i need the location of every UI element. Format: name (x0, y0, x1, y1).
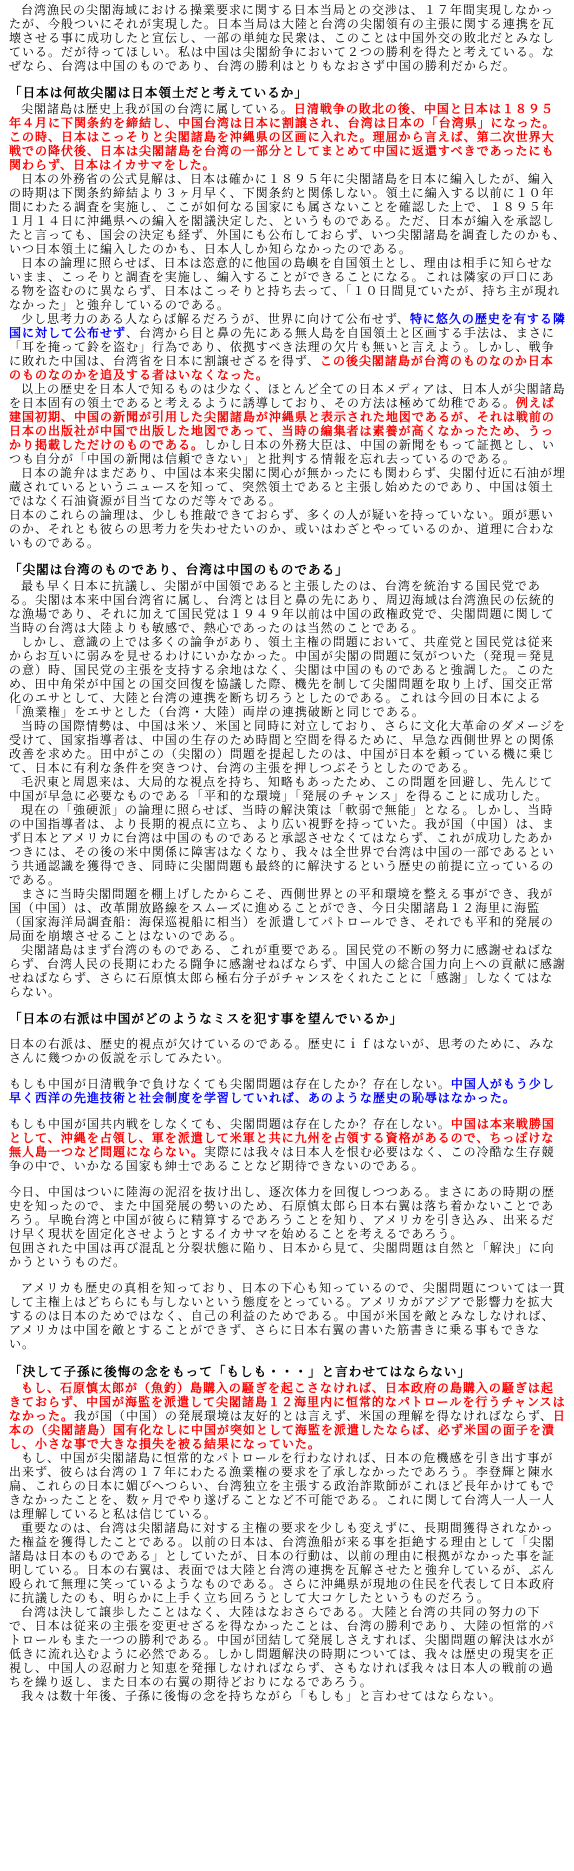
text-segment: 、台湾から目と鼻の先にある無人島を自国領土と区画する手法は、まさに「耳を掩って鈴を盗む」行為であり、依拠すべき法理の欠片も無いと言えよう。しかし、戦争に敗れた中国は、台湾省を日本に割譲せざるを得ず、 (9, 325, 555, 368)
emphasis-blue-text: 特に悠久の歴史を有する隣国に対して公布せず (9, 311, 566, 340)
paragraph (9, 1077, 566, 1105)
paragraph (9, 102, 566, 172)
text-segment: 日本の外務省の公式見解は、日本は確かに１８９５年に尖閣諸島を日本に編入したが、編入の時期は下関条約締結より３ヶ月早く、下関条約と関係しない。領土に編入する以前に１０年間にわたる調査を実施し、ここが如何なる国家にも属さないことを確認した上で、１８９５年１月１４日に沖縄県への編入を閣議決定した、というものである。ただ、日本が編入を承認したと言っても、国会の決定も経ず、外国にも公布しておらず、いつ尖閣諸島を調査したのかも、いつ日本領土に編入したのかも、日本人しか知らなかったのである。 (9, 171, 566, 256)
text-segment: 尖閣諸島はまず台湾のものである、これが重要である。国民党の不断の努力に感謝せねばならず、台湾人民の長期にわたる闘争に感謝せねばならず、中国人の総合国力向上への貢献に感謝せねばならず、さらに石原慎太郎ら極右分子がチャンスをくれたことに「感謝」しなくてはならない。 (9, 942, 566, 999)
paragraph (9, 172, 566, 256)
emphasis-red-text: もし、石原慎太郎が（魚釣）島購入の騒ぎを起こさなければ、日本政府の島購入の騒ぎは起きておらず、中国が海監を派遣して尖閣諸島１２海里内に恒常的なパトロールを行うチャンスはなかった。 (9, 1380, 566, 1423)
text-segment: 日本の論理に照らせば、日本は恣意的に他国の島嶼を自国領土とし、理由は相手に知らせないまま、こっそりと調査を実施し、編入することができることになる。これは隣家の戸口にある物を盗むのに異ならず、日本はこっそりと持ち去って、「１０日間見ていたが、持ち主が現れなかった」と強弁しているのである。 (9, 255, 561, 312)
emphasis-blue-text: 中国人がもう少し早く西洋の先進技術と社会制度を学習していれば、あのような歴史の恥辱はなかった。 (9, 1077, 555, 1106)
emphasis-red-text: この後尖閣諸島が台湾のものなのか日本のものなのかを追及する者はいなくなった。 (9, 353, 554, 382)
text-segment: 少し思考力のある人ならば解るだろうが、世界に向けて公布せず、 (21, 311, 410, 326)
text-segment: 日本の右派は、歴史的視点が欠けているのである。歴史にｉｆはないが、思考のために、みなさんに幾つかの仮説を示してみたい。 (9, 1037, 555, 1066)
paragraph (9, 508, 566, 550)
paragraph (9, 887, 566, 943)
paragraph (9, 803, 566, 887)
text-segment: 尖閣諸島は歴史上我が国の台湾に属している。 (21, 101, 294, 116)
text-segment: 日本のこれらの論理は、少しも推敲できておらず、多くの人が疑いを持っていない。頭が悪いのか、それとも彼らの思考力を失わせたいのか、或いはわざとやっているのか、道理に合わないものである。 (9, 507, 555, 550)
paragraph (9, 1185, 566, 1241)
text-segment: 毛沢東と周恩来は、大局的な視点を持ち、知略もあったため、この問題を回避し、先んじて中国が早急に必要なものである「平和的な環境」「発展のチャンス」を得ることに成功した。 (9, 774, 554, 803)
paragraph (9, 1605, 566, 1689)
text-segment: 重要なのは、台湾は尖閣諸島に対する主権の要求を少しも変えずに、長期間獲得されなかった権益を獲得したことである。以前の日本は、台湾漁船が来る事を拒絶する理由として「尖閣諸島は日本のものである」としていたが、日本の行動は、以前の理由に根拠がなかった事を証明している。日本の右翼は、表面では大陸と台湾の連携を瓦解させたと強弁しているが、ぶん殴られて無理に笑っているようなものである。さらに沖縄県が現地の住民を代表して日本政府に抗議したのも、明らかに上手く立ち回ろうとして大コケしたというものだろう。 (9, 1520, 555, 1605)
paragraph (9, 1521, 566, 1605)
text-segment: 最も早く日本に抗議し、尖閣が中国領であると主張したのは、台湾を統治する国民党である。尖閣は本来中国台湾省に属し、台湾とは目と鼻の先にあり、周辺海域は台湾漁民の伝統的な漁場であり、それに加えて国民党は１９４９年以前は中国の政権政党で、尖閣問題に関して当時の台湾は大陸よりも敏感で、熱心であったのは当然のことである。 (9, 578, 555, 635)
text-segment: もしも中国が国共内戦をしなくても、尖閣問題は存在したか？存在しない。 (9, 1117, 451, 1132)
text-segment: 台湾は決して譲歩したことはなく、大陸はなおさらである。大陸と台湾の共同の努力の下で、日本は従来の主張を変更せざるを得なかったことは、台湾の勝利であり、大陸の恒常的パトロールもまた一つの勝利である。中国が団結して発展しさえすれば、尖閣問題の解決は水が低きに流れ込むように必然である。しかし問題解決の時期については、我々は歴史の現実を正視し、中国人の忍耐力と知恵を発揮しなければならず、さもなければ我々は日本人の戦前の過ちを繰り返し、また日本の右翼の期待どおりになるであろう。 (9, 1604, 555, 1689)
text-segment: 当時の国際情勢は、中国は米ソ、米国と同時に対立しており、さらに文化大革命のダメージを受けて、国家指導者は、中国の生存のため時間と空間を得るために、早急な西側世界との関係改善を求めた。田中がこの（尖閣の）問題を提起したのは、中国が日本を頼っている機に乗じて、日本に有利な条件を突きつけ、台湾の主張を押しつぶそうとしたのである。 (9, 718, 566, 775)
emphasis-red-text: 日本の（尖閣諸島）国有化なしに中国が突如として海監を派遣したならば、必ず米国の面子を潰し、小さな事で大きな損失を被る結果になっていた。 (9, 1408, 566, 1451)
paragraph (9, 1037, 566, 1065)
text-segment: 今日、中国はついに陸海の泥沼を抜け出し、逐次体力を回復しつつある。まさにあの時期の歴史を知ったので、また中国発展の勢いのため、石原慎太郎ら日本右翼は落ち着かないことであろう。早晩台湾と中国が彼らに精算するであろうことを知り、アメリカを引き込み、出来るだけ早く現状を固定化させようとするイカサマを始めることを考えるであろう。 (9, 1185, 555, 1242)
text-segment: 実際には我々は日本人を恨む必要はなく、この冷酷な生存競争の中で、いかなる国家も紳士であることなど期待できないのである。 (9, 1145, 555, 1174)
section-heading: 「尖閣は台湾のものであり、台湾は中国のものである」 (9, 561, 349, 577)
paragraph (9, 1689, 566, 1703)
paragraph (9, 1117, 566, 1173)
paragraph (9, 1281, 566, 1351)
text-segment: しかし日本の外務大臣は、中国の新聞をもって証拠とし、いつも自分が「中国の新聞は信頼できない」と批判する情報を忘れ去っているのである。 (9, 437, 555, 466)
paragraph (9, 1451, 566, 1521)
paragraph (9, 382, 566, 466)
paragraph (9, 466, 566, 508)
text-segment: 包囲された中国は再び混乱と分裂状態に陥り、日本から見て、尖閣問題は自然と「解決」に向かうというものだ。 (9, 1241, 555, 1270)
paragraph (9, 579, 566, 635)
paragraph (9, 1381, 566, 1451)
emphasis-red-text: 日清戦争の敗北の後、中国と日本は１８９５年４月に下関条約を締結し、中国台湾は日本に割譲され、台湾は日本の「台湾県」になった。この時、日本はこっそりと尖閣諸島を沖縄県の区画に入れた。理屈から言えば、第二次世界大戦での降伏後、日本は尖閣諸島を台湾の一部分としてまとめて中国に返還すべきであったにも関わらず、日本はイカサマをした。 (9, 101, 556, 172)
text-segment: 我が国（中国）の発展環境は友好的とは言えず、米国の理解を得なければならず、 (73, 1408, 553, 1423)
section-heading: 「日本は何故尖閣は日本領土だと考えているか」 (9, 84, 308, 100)
paragraph (9, 719, 566, 775)
paragraph (9, 775, 566, 803)
emphasis-red-text: 例えば建国初期、中国の新聞が引用した尖閣諸島が沖縄県と表示された地図であるが、それは戦前の日本の出版社が中国で出版した地図であって、当時の編集者は素養が高くなかったため、うっかり掲載しただけのものである。 (9, 395, 555, 452)
text-segment: もし、中国が尖閣諸島に恒常的なパトロールを行わなければ、日本の危機感を引き出す事が出来ず、彼らは台湾の１７年にわたる漁業権の要求を了承しなかったであろう。李登輝と陳水扁、これらの日本に媚びへつらい、台湾独立を主張する政治詐欺師がこれほど長年かけてもできなかったことを、数ヶ月でやり遂げることなど不可能である。これに関して台湾人一人一人は理解していると私は信じている。 (9, 1450, 555, 1521)
text-segment: もしも中国が日清戦争で負けなくても尖閣問題は存在したか？存在しない。 (9, 1077, 451, 1092)
text-segment: 我々は数十年後、子孫に後悔の念を持ちながら「もしも」と言わせてはならない。 (21, 1688, 502, 1703)
paragraph (9, 635, 566, 719)
intro-paragraph (9, 3, 566, 73)
text-segment: 日本の詭弁はまだあり、中国は本来尖閣に関心が無かったにも関わらず、尖閣付近に石油が埋蔵されているというニュースを知って、突然領土であると主張し始めたのであり、中国は領土ではなく石油資源が目当てなのだ等々である。 (9, 465, 566, 508)
text-segment: 以上の歴史を日本人で知るものは少なく、ほとんど全ての日本メディアは、日本人が尖閣諸島を日本固有の領土であると考えるように誘導しており、その方法は極めて幼稚である。 (9, 381, 566, 410)
paragraph (9, 1241, 566, 1269)
emphasis-red-text: 中国は本来戦勝国として、沖縄を占領し、軍を派遣して米軍と共に九州を占領する資格があるので、ちっぽけな無人島一つなど問題にならない。 (9, 1117, 555, 1160)
section-heading: 「決して子孫に後悔の念をもって「もしも・・・」と言わせてはならない」 (9, 1363, 472, 1379)
paragraph (9, 312, 566, 382)
text-segment: 現在の「強硬派」の論理に照らせば、当時の解決策は「軟弱で無能」となる。しかし、当時の中国指導者は、より長期的視点に立ち、より広い視野を持っていた。我が国（中国）は、まず日本とアメリカに台湾は中国のものであると承認させなくてはならず、これが成功したあかつきには、その後の米中関係に障害はなくなり、我々は全世界で台湾は中国の一部であるという共通認識を獲得でき、同時に尖閣問題も最終的に解決するという歴史の前提に立っているのである。 (9, 802, 555, 887)
section-heading: 「日本の右派は中国がどのようなミスを犯す事を望んでいるか」 (9, 1010, 404, 1026)
paragraph (9, 943, 566, 999)
text-segment: しかし、意識の上では多くの論争があり、領土主権の問題において、共産党と国民党は従来からお互いに弱みを見せるわけにいかなかった。中国が尖閣の問題に気がついた（発現＝発見の意）時、国民党の主張を支持する余地はなく、尖閣は中国のものであると強調した。このため、田中角栄が中国との国交回復を協議した際、機先を制して尖閣問題を取り上げ、国交正常化のエサとして、大陸と台湾の連携を断ち切ろうとしたのである。これは今回の日本による「漁業権」をエサとした（台湾・大陸）両岸の連携破断と同じである。 (9, 634, 555, 719)
paragraph (9, 256, 566, 312)
text-segment: まさに当時尖閣問題を棚上げしたからこそ、西側世界との平和環境を整える事ができ、我が国（中国）は、改革開放路線をスムーズに進めることができ、今日尖閣諸島１２海里に海監（国家海洋局調査船：海保巡視船に相当）を派遣してパトロールでき、それでも平和的発展の局面を崩壊させることはないのである。 (9, 886, 554, 943)
text-segment: 台湾漁民の尖閣海域における操業要求に関する日本当局との交渉は、１７年間実現しなかったが、今般ついにそれが実現した。日本当局は大陸と台湾の尖閣領有の主張に関する連携を瓦壊させる事に成功したと宣伝し、一部の単純な民衆は、このことは中国外交の敗北だとみなしている。だが待ってほしい。私は中国は尖閣紛争において２つの勝利を得たと考えている。なぜなら、台湾は中国のものであり、台湾の勝利はとりもなおさず中国の勝利だからだ。 (9, 3, 555, 73)
text-segment: アメリカも歴史の真相を知っており、日本の下心も知っているので、尖閣問題については一貫して主権上はどちらにも与しないという態度をとっている。アメリカがアジアで影響力を拡大するのは日本のためではなく、自己の利益のためである。中国が米国を敵とみなしなければ、アメリカは中国を敵とすることができず、さらに日本右翼の書いた筋書きに乗る事もできない。 (9, 1281, 566, 1352)
